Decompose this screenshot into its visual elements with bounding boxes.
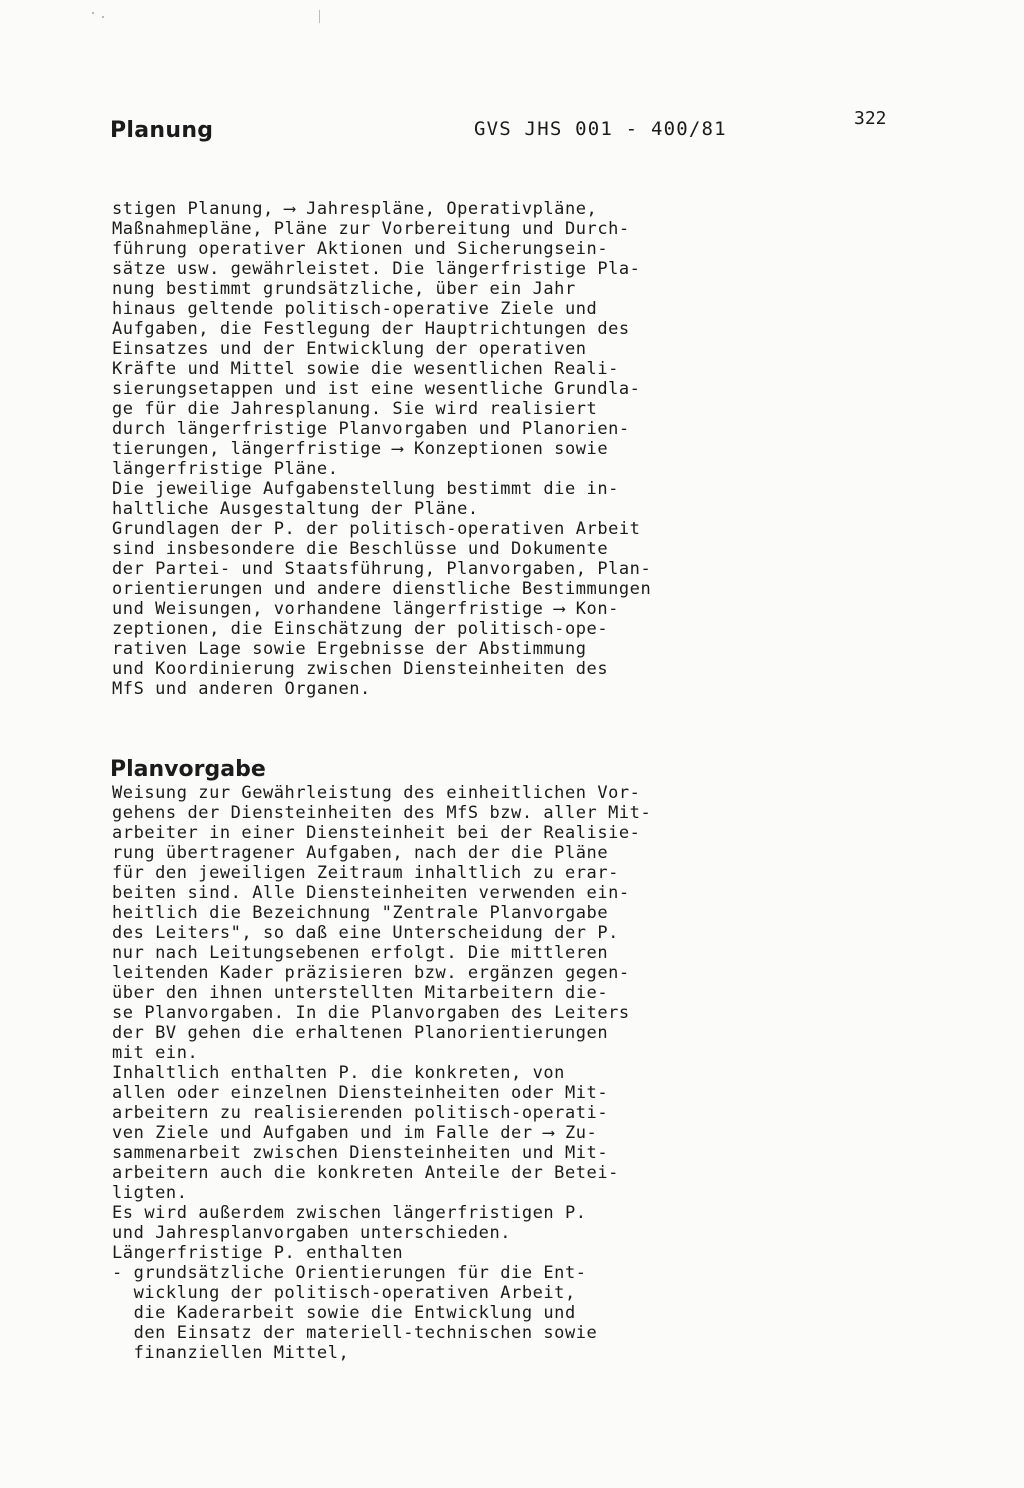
text-line: der Partei- und Staatsführung, Planvorgaben, Plan- [112, 559, 652, 579]
text-line: der BV gehen die erhaltenen Planorientierungen [112, 1023, 609, 1043]
text-line: hinaus geltende politisch-operative Ziele und [112, 299, 598, 319]
text-line: stigen Planung, ⟶ Jahrespläne, Operativpläne, [112, 199, 598, 219]
text-line: zeptionen, die Einschätzung der politisch-ope- [112, 619, 609, 639]
text-line: haltliche Ausgestaltung der Pläne. [112, 499, 479, 519]
text-line: wicklung der politisch-operativen Arbeit, [112, 1283, 576, 1303]
text-line: Maßnahmepläne, Pläne zur Vorbereitung und Durch- [112, 219, 630, 239]
text-line: sätze usw. gewährleistet. Die längerfristige Pla- [112, 259, 641, 279]
text-line: Aufgaben, die Festlegung der Hauptrichtungen des [112, 319, 630, 339]
text-line: die Kaderarbeit sowie die Entwicklung und [112, 1303, 576, 1323]
text-line: arbeitern zu realisierenden politisch-operati- [112, 1103, 609, 1123]
scan-mark [102, 16, 104, 18]
text-line: arbeitern auch die konkreten Anteile der Betei- [112, 1163, 619, 1183]
text-line: heitlich die Bezeichnung "Zentrale Planvorgabe [112, 903, 609, 923]
text-line: Grundlagen der P. der politisch-operativen Arbeit [112, 519, 641, 539]
text-line: und Weisungen, vorhandene längerfristige ⟶ Kon- [112, 599, 619, 619]
planung-continuation-text [112, 199, 651, 699]
text-line: orientierungen und andere dienstliche Bestimmungen [112, 579, 652, 599]
text-line: leitenden Kader präzisieren bzw. ergänzen gegen- [112, 963, 630, 983]
text-line: längerfristige Pläne. [112, 459, 339, 479]
text-line: nur nach Leitungsebenen erfolgt. Die mittleren [112, 943, 609, 963]
text-line: über den ihnen unterstellten Mitarbeitern die- [112, 983, 609, 1003]
text-line: Weisung zur Gewährleistung des einheitlichen Vor- [112, 783, 641, 803]
text-line: rativen Lage sowie Ergebnisse der Abstimmung [112, 639, 587, 659]
text-line: - grundsätzliche Orientierungen für die Ent- [112, 1263, 587, 1283]
text-line: sind insbesondere die Beschlüsse und Dokumente [112, 539, 609, 559]
text-line: finanziellen Mittel, [112, 1343, 350, 1363]
text-line: Längerfristige P. enthalten [112, 1243, 404, 1263]
text-line: sammenarbeit zwischen Diensteinheiten und Mit- [112, 1143, 609, 1163]
text-line: sierungsetappen und ist eine wesentliche Grundla- [112, 379, 641, 399]
text-line: des Leiters", so daß eine Unterscheidung der P. [112, 923, 619, 943]
text-line: den Einsatz der materiell-technischen sowie [112, 1323, 598, 1343]
text-line: MfS und anderen Organen. [112, 679, 371, 699]
text-line: beiten sind. Alle Diensteinheiten verwenden ein- [112, 883, 630, 903]
document-reference: GVS JHS 001 - 400/81 [474, 118, 727, 140]
text-line: und Koordinierung zwischen Diensteinheiten des [112, 659, 609, 679]
text-line: und Jahresplanvorgaben unterschieden. [112, 1223, 512, 1243]
text-line: rung übertragener Aufgaben, nach der die Pläne [112, 843, 609, 863]
text-line: für den jeweiligen Zeitraum inhaltlich zu erar- [112, 863, 619, 883]
text-line: nung bestimmt grundsätzliche, über ein Jahr [112, 279, 576, 299]
text-line: Die jeweilige Aufgabenstellung bestimmt die in- [112, 479, 619, 499]
text-line: ven Ziele und Aufgaben und im Falle der ⟶ Zu- [112, 1123, 598, 1143]
text-line: durch längerfristige Planvorgaben und Planorien- [112, 419, 630, 439]
text-line: se Planvorgaben. In die Planvorgaben des Leiters [112, 1003, 630, 1023]
text-line: gehens der Diensteinheiten des MfS bzw. aller Mit- [112, 803, 652, 823]
text-line: Inhaltlich enthalten P. die konkreten, von [112, 1063, 565, 1083]
scan-mark [92, 12, 94, 14]
text-line: ge für die Jahresplanung. Sie wird realisiert [112, 399, 598, 419]
planvorgabe-text [112, 783, 651, 1363]
scan-mark [319, 10, 320, 23]
text-line: mit ein. [112, 1043, 199, 1063]
text-line: tierungen, längerfristige ⟶ Konzeptionen sowie [112, 439, 609, 459]
entry-heading-planvorgabe: Planvorgabe [110, 757, 266, 782]
text-line: Kräfte und Mittel sowie die wesentlichen Reali- [112, 359, 619, 379]
text-line: Es wird außerdem zwischen längerfristigen P. [112, 1203, 587, 1223]
header-keyword: Planung [110, 118, 214, 143]
text-line: führung operativer Aktionen und Sicherungsein- [112, 239, 609, 259]
text-line: arbeiter in einer Diensteinheit bei der Realisie- [112, 823, 641, 843]
page-number: 322 [854, 108, 887, 129]
text-line: Einsatzes und der Entwicklung der operativen [112, 339, 587, 359]
text-line: ligten. [112, 1183, 188, 1203]
text-line: allen oder einzelnen Diensteinheiten oder Mit- [112, 1083, 609, 1103]
